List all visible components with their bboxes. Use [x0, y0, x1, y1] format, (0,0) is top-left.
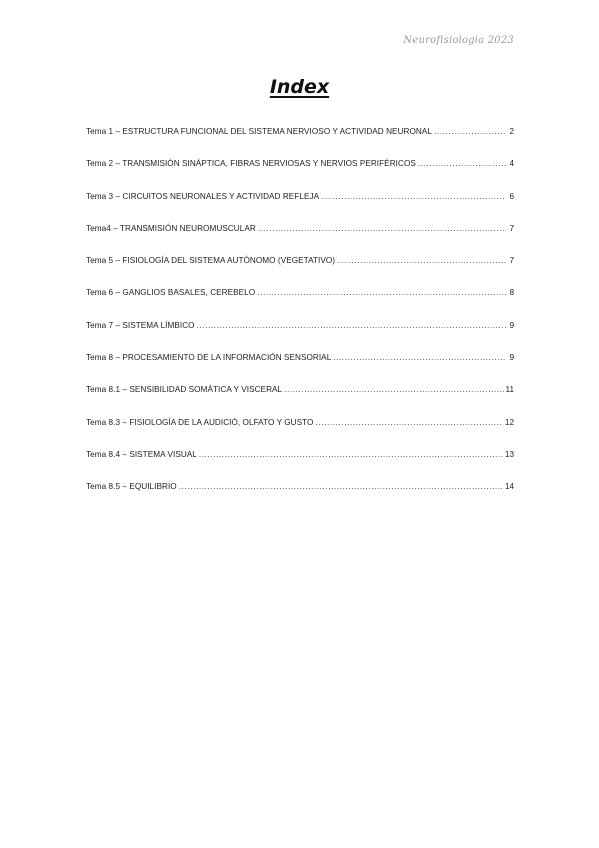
toc-entry[interactable]	[86, 385, 514, 417]
toc-entry[interactable]	[86, 159, 514, 191]
toc-leader-dots	[258, 224, 506, 233]
toc-entry-label: Tema 8.5 – EQUILIBRIO	[86, 482, 177, 492]
table-of-contents	[86, 127, 514, 515]
toc-entry[interactable]	[86, 450, 514, 482]
toc-entry-page: 13	[504, 449, 514, 459]
toc-entry-label: Tema 8 – PROCESAMIENTO DE LA INFORMACIÓN SENSORIAL	[86, 353, 332, 363]
toc-entry[interactable]	[86, 321, 514, 353]
toc-leader-dots	[257, 288, 506, 297]
toc-entry-page: 11	[505, 385, 514, 395]
toc-leader-dots	[179, 482, 503, 491]
toc-leader-dots	[321, 192, 506, 201]
toc-entry-label: Tema 8.1 – SENSIBILIDAD SOMÁTICA Y VISCERAL	[86, 385, 283, 395]
toc-entry-label: Tema 8.3 – FISIOLOGÍA DE LA AUDICIÓ, OLFATO Y GUSTO	[86, 417, 314, 427]
toc-entry-page: 12	[504, 417, 514, 427]
toc-leader-dots	[418, 159, 506, 168]
toc-leader-dots	[199, 450, 503, 459]
toc-leader-dots	[333, 353, 506, 362]
toc-entry-label: Tema 5 – FISIOLOGÍA DEL SISTEMA AUTÓNOMO (VEGETATIVO)	[86, 256, 336, 266]
toc-entry-label: Tema 3 – CIRCUITOS NEURONALES Y ACTIVIDAD REFLEJA	[86, 191, 320, 201]
toc-entry-page: 6	[509, 191, 514, 201]
toc-entry-label: Tema 2 – TRANSMISIÓN SINÁPTICA, FIBRAS NERVIOSAS Y NERVIOS PERIFÉRICOS	[86, 159, 416, 169]
page-title	[0, 76, 599, 98]
toc-entry[interactable]	[86, 224, 514, 256]
toc-entry-page: 8	[509, 288, 514, 298]
toc-entry-label: Tema 1 – ESTRUCTURA FUNCIONAL DEL SISTEMA NERVIOSO Y ACTIVIDAD NEURONAL	[86, 127, 432, 136]
toc-entry[interactable]	[86, 418, 514, 450]
toc-leader-dots	[315, 418, 502, 427]
toc-leader-dots	[197, 321, 506, 330]
toc-leader-dots	[434, 127, 506, 136]
toc-entry[interactable]	[86, 192, 514, 224]
toc-entry-page: 7	[509, 256, 514, 266]
toc-entry-page: 14	[504, 482, 514, 492]
toc-entry-label: Tema4 – TRANSMISIÓN NEUROMUSCULAR	[86, 223, 256, 233]
toc-entry[interactable]	[86, 127, 514, 159]
page-title-text: Index	[269, 76, 330, 98]
toc-entry[interactable]	[86, 256, 514, 288]
toc-leader-dots	[337, 256, 506, 265]
toc-entry-label: Tema 7 – SISTEMA LÍMBICO	[86, 320, 195, 330]
toc-entry-page: 9	[509, 320, 514, 330]
toc-entry[interactable]	[86, 288, 514, 320]
toc-entry[interactable]	[86, 353, 514, 385]
toc-entry-page: 7	[509, 223, 514, 233]
toc-entry-page: 4	[509, 159, 514, 169]
toc-entry-page: 9	[509, 353, 514, 363]
toc-entry-page: 2	[509, 127, 514, 136]
toc-leader-dots	[284, 385, 503, 394]
toc-entry-label: Tema 8.4 – SISTEMA VISUAL	[86, 449, 197, 459]
header-note: Neurofisiologia 2023	[403, 35, 514, 46]
toc-entry-label: Tema 6 – GANGLIOS BASALES, CEREBELO	[86, 288, 256, 298]
toc-entry[interactable]	[86, 482, 514, 514]
